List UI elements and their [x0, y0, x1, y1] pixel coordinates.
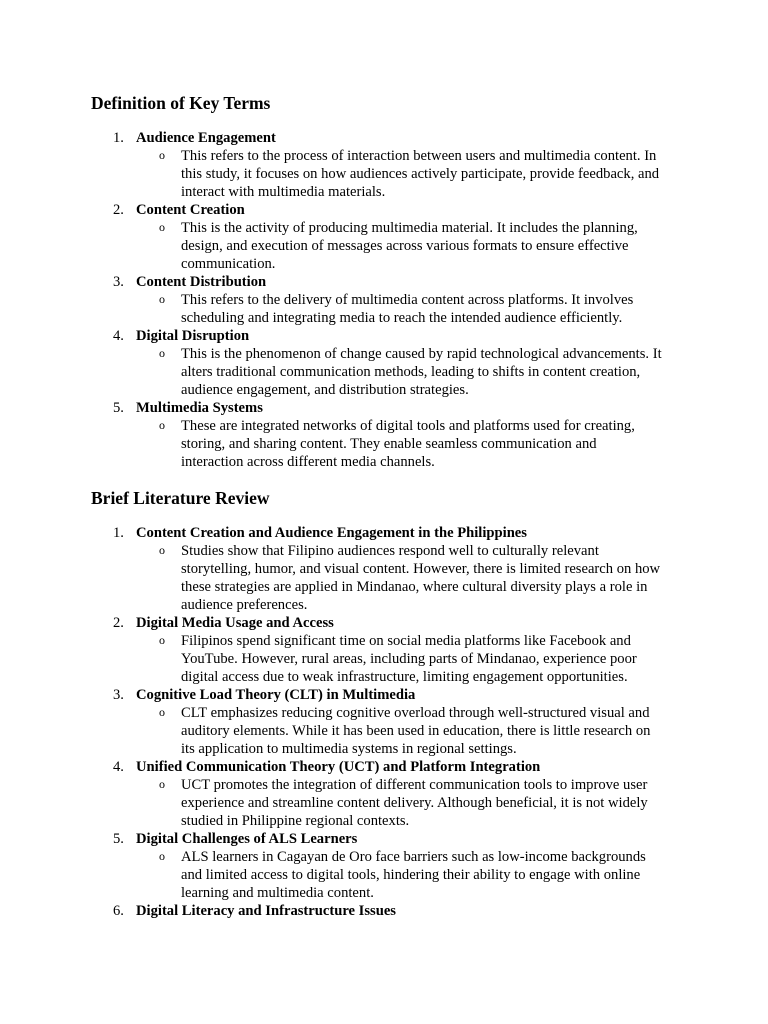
list-item — [91, 273, 691, 327]
description-line: and limited access to digital tools, hindering their ability to engage with online — [181, 867, 641, 883]
description-line: UCT promotes the integration of different communication tools to improve user — [181, 777, 648, 793]
list-item — [91, 399, 691, 471]
list-item — [91, 327, 691, 399]
item-description — [159, 345, 691, 399]
description-line: storytelling, humor, and visual content. However, there is limited research on how — [181, 561, 661, 577]
item-description — [159, 291, 691, 327]
description-line: communication. — [181, 256, 276, 272]
item-term: Multimedia Systems — [136, 400, 263, 416]
circle-bullet-icon: o — [159, 543, 165, 557]
definitions-heading: Definition of Key Terms — [91, 93, 271, 113]
list-item — [91, 902, 691, 920]
list-item — [91, 129, 691, 201]
item-term: Cognitive Load Theory (CLT) in Multimedia — [136, 687, 416, 703]
item-description — [159, 147, 691, 201]
description-line: design, and execution of messages across various formats to ensure effective — [181, 238, 629, 254]
description-line: This refers to the process of interaction between users and multimedia content. In — [181, 148, 657, 164]
item-term: Digital Literacy and Infrastructure Issues — [136, 903, 396, 919]
description-line: interaction across different media channels. — [181, 454, 435, 470]
description-line: scheduling and integrating media to reach the intended audience efficiently. — [181, 310, 623, 326]
description-line: storing, and sharing content. They enable seamless communication and — [181, 436, 597, 452]
circle-bullet-icon: o — [159, 292, 165, 306]
description-line: auditory elements. While it has been used in education, there is little research on — [181, 723, 651, 739]
circle-bullet-icon: o — [159, 705, 165, 719]
literature-list — [91, 524, 691, 920]
description-line: These are integrated networks of digital tools and platforms used for creating, — [181, 418, 635, 434]
item-term: Content Distribution — [136, 274, 267, 290]
list-item — [91, 614, 691, 686]
description-line: CLT emphasizes reducing cognitive overload through well-structured visual and — [181, 705, 650, 721]
description-line: audience engagement, and distribution strategies. — [181, 382, 469, 398]
item-term: Digital Media Usage and Access — [136, 615, 334, 631]
item-description — [159, 417, 691, 471]
description-line: Filipinos spend significant time on social media platforms like Facebook and — [181, 633, 631, 649]
item-description — [159, 632, 691, 686]
item-number: 1. — [113, 130, 124, 146]
literature-review-heading: Brief Literature Review — [91, 488, 270, 508]
circle-bullet-icon: o — [159, 849, 165, 863]
description-line: This refers to the delivery of multimedia content across platforms. It involves — [181, 292, 634, 308]
description-line: studied in Philippine regional contexts. — [181, 813, 410, 829]
description-line: learning and multimedia content. — [181, 885, 374, 901]
item-number: 5. — [113, 831, 124, 847]
description-line: This is the phenomenon of change caused by rapid technological advancements. It — [181, 346, 662, 362]
item-number: 1. — [113, 525, 124, 541]
item-term: Content Creation and Audience Engagement in the Philippines — [136, 525, 527, 541]
item-number: 4. — [113, 759, 124, 775]
description-line: This is the activity of producing multimedia material. It includes the planning, — [181, 220, 638, 236]
item-term: Content Creation — [136, 202, 245, 218]
item-description — [159, 848, 691, 902]
circle-bullet-icon: o — [159, 633, 165, 647]
item-number: 5. — [113, 400, 124, 416]
item-number: 2. — [113, 615, 124, 631]
document-body — [91, 92, 691, 920]
description-line: YouTube. However, rural areas, including parts of Mindanao, experience poor — [181, 651, 637, 667]
description-line: experience and streamline content delivery. Although beneficial, it is not widely — [181, 795, 648, 811]
description-line: these strategies are applied in Mindanao, where cultural diversity plays a role in — [181, 579, 648, 595]
description-line: ALS learners in Cagayan de Oro face barriers such as low-income backgrounds — [181, 849, 646, 865]
description-line: digital access due to weak infrastructure, limiting engagement opportunities. — [181, 669, 628, 685]
item-number: 6. — [113, 903, 124, 919]
item-term: Unified Communication Theory (UCT) and Platform Integration — [136, 759, 541, 775]
item-term: Audience Engagement — [136, 130, 276, 146]
list-item — [91, 524, 691, 614]
circle-bullet-icon: o — [159, 418, 165, 432]
item-number: 4. — [113, 328, 124, 344]
item-term: Digital Challenges of ALS Learners — [136, 831, 358, 847]
list-item — [91, 201, 691, 273]
description-line: this study, it focuses on how audiences actively participate, provide feedback, and — [181, 166, 660, 182]
circle-bullet-icon: o — [159, 148, 165, 162]
list-item — [91, 758, 691, 830]
item-description — [159, 542, 691, 614]
item-description — [159, 704, 691, 758]
description-line: audience preferences. — [181, 597, 308, 613]
description-line: its application to multimedia systems in regional settings. — [181, 741, 517, 757]
item-number: 3. — [113, 274, 124, 290]
description-line: alters traditional communication methods, leading to shifts in content creation, — [181, 364, 641, 380]
item-description — [159, 219, 691, 273]
circle-bullet-icon: o — [159, 777, 165, 791]
circle-bullet-icon: o — [159, 220, 165, 234]
circle-bullet-icon: o — [159, 346, 165, 360]
item-description — [159, 776, 691, 830]
item-number: 3. — [113, 687, 124, 703]
item-number: 2. — [113, 202, 124, 218]
description-line: Studies show that Filipino audiences respond well to culturally relevant — [181, 543, 599, 559]
item-term: Digital Disruption — [136, 328, 250, 344]
list-item — [91, 686, 691, 758]
definitions-list — [91, 129, 691, 471]
list-item — [91, 830, 691, 902]
description-line: interact with multimedia materials. — [181, 184, 386, 200]
